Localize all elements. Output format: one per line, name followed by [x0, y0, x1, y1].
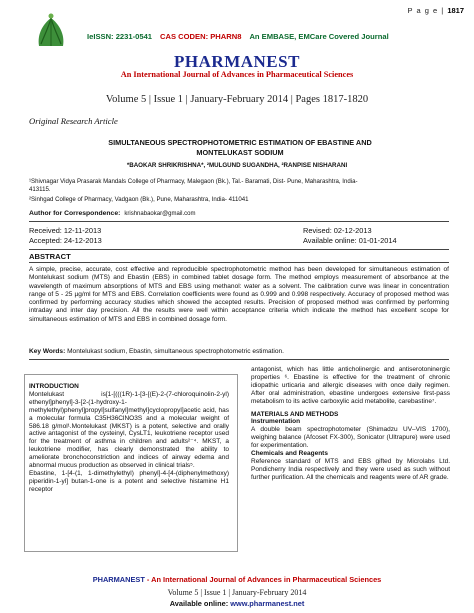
page-number-value: 1817	[447, 6, 464, 15]
journal-identifiers	[87, 32, 389, 41]
instrumentation-heading: Instrumentation	[251, 418, 301, 426]
instrumentation-text: A double beam spectrophotometer (Shimadzu UV–VIS 1700), weighing balance (Afcoset FX-300), Sonicator (Ultrapure) were used for experimentation.	[251, 426, 450, 450]
accepted-date: Accepted: 24-12-2013	[29, 236, 102, 245]
chemicals-text: Reference standard of MTS and EBS gifted by Microlabs Ltd. Pondicherry India respectively and they were used as such without further purification. All the chemicals and reagents were of AR grade.	[251, 457, 450, 481]
divider	[29, 221, 449, 222]
title-line-1: SIMULTANEOUS SPECTROPHOTOMETRIC ESTIMATION OF EBASTINE AND	[108, 138, 372, 147]
divider	[29, 359, 449, 360]
affiliation-1	[29, 178, 449, 194]
revised-date: Revised: 02-12-2013	[303, 226, 372, 235]
keywords	[29, 348, 449, 355]
footer-online	[0, 599, 474, 608]
page-number: P a g e | 1817	[407, 6, 464, 15]
abstract-heading: ABSTRACT	[29, 252, 71, 261]
divider	[29, 249, 449, 250]
title-line-2: MONTELUKAST SODIUM	[196, 148, 284, 157]
issn: IeISSN: 2231-0541	[87, 32, 153, 41]
footer-journal-name: PHARMANEST	[92, 575, 145, 584]
correspondence	[29, 210, 196, 217]
available-date: Available online: 01-01-2014	[303, 236, 397, 245]
right-column	[251, 366, 450, 482]
journal-subtitle: An International Journal of Advances in Pharmaceutical Sciences	[120, 70, 354, 79]
intro-heading: INTRODUCTION	[29, 383, 79, 390]
page-label: P a g e	[407, 6, 439, 15]
keywords-text: Montelukast sodium, Ebastin, simultaneous spectrophotometric estimation.	[67, 348, 284, 355]
received-date: Received: 12-11-2013	[29, 226, 102, 235]
volume-line: Volume 5 | Issue 1 | January-February 2014 | Pages 1817-1820	[105, 94, 369, 105]
dates-row-1	[29, 226, 449, 235]
article-title	[40, 138, 440, 158]
authors: *BAOKAR SHRIKRISHNA*, ²MULGUND SUGANDHA, ²RANPISE NISHARANI	[126, 162, 348, 169]
coden: CAS CODEN: PHARN8	[160, 32, 242, 41]
correspondence-label: Author for Correspondence:	[29, 210, 121, 217]
affiliation-1-line-2: 413115.	[29, 186, 51, 193]
intro-text: Montelukast is[1-[(((1R)-1-[3-[(E)-2-(7-chloroquinolin-2-yl) ethenyl]phenyl]-3-[2-(1-hydroxy-1-methylethyl)phenyl]propyl]sulfanyl]methyl]cyclopropyl]acetic acid, has a molecular formula C35H36ClNO3S and a molecular weight of 586.18 g/mol¹.Montelukast (MKST) is a potent, selective and orally active antagonist of the cysteinyl, CysLT1, leukotriene receptor used for the treatment of asthma in children and adults²⁻⁴. MKST, a leukotriene modifier, has clearly demonstrated the ability to ameliorate bronchoconstriction and indices of airway edema and abnormal mucus production as observed in clinical trials⁵.	[29, 390, 229, 470]
abstract-text: A simple, precise, accurate, cost effective and reproducible spectrophotometric method has been developed for simultaneous estimation of Montelukast sodium (MTS) and Ebastin (EBS) in combined tablet dosage form. The method employs measurement of absorbance at the wavelength of maximum absorptions of MTS and EBS using methanol: water as a solvent. The calibration curve was linear in concentration range of 5 - 25 µg/ml for MTS and EBS. Correlation coefficients were found as 0.999 and 0.998 respectively. Accuracy of proposed method was confirmed by performing accuracy studies which showed the accepted results. Precision of proposed method was confirmed by performing intraday and inter day precision. All the results were well within acceptance criteria which indicate the method has excellent scope for simultaneous estimation of MTS and EBS in combined dosage form.	[29, 266, 449, 323]
ebastine-text: antagonist, which has little anticholinergic and antiserotoninergic properties ⁶. Ebastine is effective for the treatment of chronic idiopathic urticaria and allergic diseases with once daily regimen. After oral administration, ebastine undergoes extensive first-pass metabolism to its active carboxylic acid metabolite, carebastine⁷.	[251, 366, 450, 405]
article-type: Original Research Article	[29, 116, 118, 126]
chemicals-heading: Chemicals and Reagents	[251, 450, 328, 458]
affiliation-2: ²Sinhgad College of Pharmacy, Vadgaon (Bk.), Pune, Maharashtra, India- 411041	[29, 196, 249, 203]
dates-row-2	[29, 236, 449, 245]
footer-online-label: Available online:	[169, 599, 229, 608]
footer-url[interactable]: www.pharmanest.net	[230, 599, 305, 608]
keywords-label: Key Words:	[29, 348, 66, 355]
intro-text-2: Ebastine, 1-[4-(1, 1-dimethylethyl) phenyl]-4-[4-(diphenylmethoxy) piperidin-1-yl] butan-1-one is a potent and selective histamine H1 receptor	[29, 469, 229, 493]
embase-note: An EMBASE, EMCare Covered Journal	[249, 32, 389, 41]
affiliation-1-line-1: ¹Shivnagar Vidya Prasarak Mandals College of Pharmacy, Malegaon (Bk.), Tal.- Baramati, Dist- Pune, Maharashtra, India-	[29, 178, 358, 185]
footer-journal	[0, 575, 474, 584]
left-column	[29, 383, 229, 494]
footer-tagline: - An International Journal of Advances in Pharmaceutical Sciences	[144, 575, 382, 584]
divider	[29, 262, 449, 263]
journal-name: PHARMANEST	[174, 52, 300, 71]
footer-volume: Volume 5 | Issue 1 | January-February 2014	[167, 588, 307, 597]
methods-heading: MATERIALS AND METHODS	[251, 410, 339, 418]
journal-logo-icon	[33, 10, 69, 48]
correspondence-email[interactable]: krishnabaokar@gmail.com	[124, 211, 196, 217]
